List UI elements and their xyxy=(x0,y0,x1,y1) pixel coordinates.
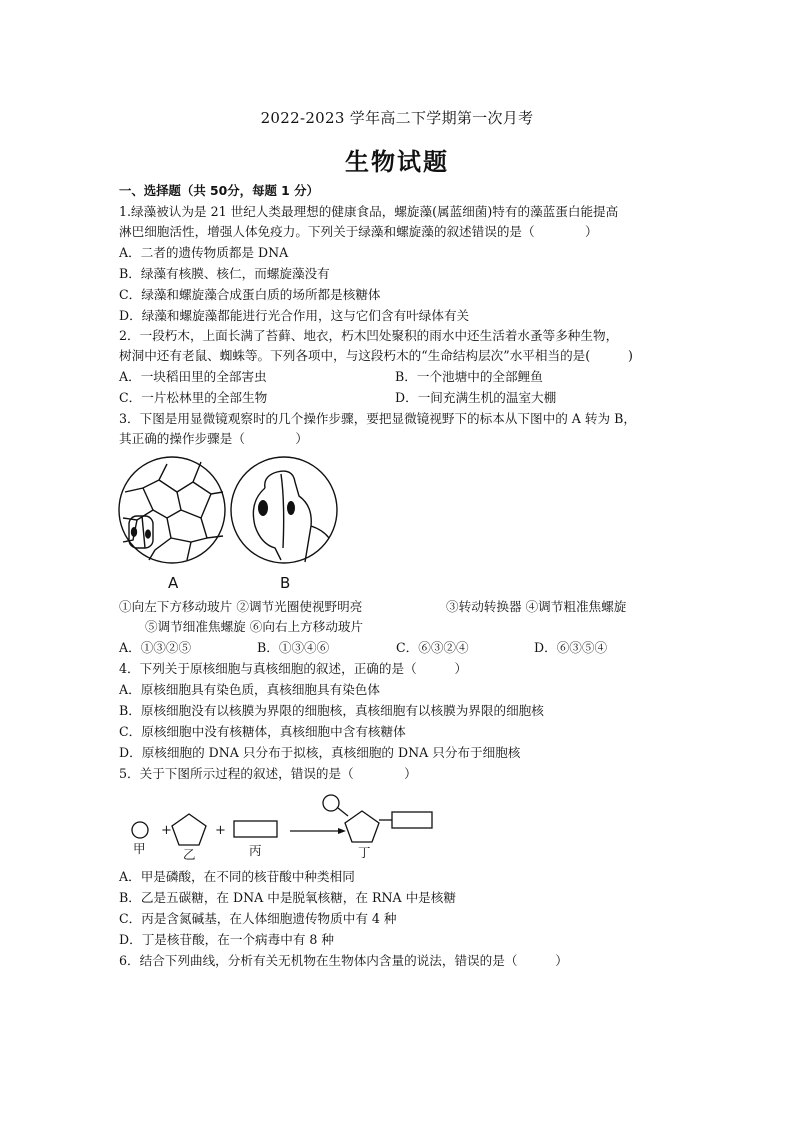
q2-option-a: A．一块稻田里的全部害虫 xyxy=(119,369,267,384)
q2-option-c: C．一片松林里的全部生物 xyxy=(119,390,268,405)
q3-steps-line1a: ①向左下方移动玻片 ②调节光圈使视野明亮 xyxy=(119,599,363,614)
phosphate-shape xyxy=(132,822,148,838)
q3-option-b: B．①③④⑥ xyxy=(257,640,330,655)
q3-option-d: D．⑥③⑤④ xyxy=(534,640,608,655)
q5-stem: 5．关于下图所示过程的叙述，错误的是（ ） xyxy=(119,766,417,781)
label-ding: 丁 xyxy=(358,845,371,860)
q1-option-a: A．二者的遗传物质都是 DNA xyxy=(119,245,289,260)
fig-label-b: B xyxy=(280,574,291,592)
q1-stem-line2: 淋巴细胞活性，增强人体免疫力。下列关于绿藻和螺旋藻的叙述错误的是（ ） xyxy=(119,224,598,239)
section-heading: 一、选择题（共 50分，每题 1 分） xyxy=(119,183,319,198)
exam-subtitle: 2022-2023 学年高二下学期第一次月考 xyxy=(260,109,534,127)
nucleotide-base xyxy=(392,812,432,828)
plus-sign-2: + xyxy=(215,823,226,838)
q3-stem-line2: 其正确的操作步骤是（ ） xyxy=(119,431,308,446)
q3-stem-line1: 3．下图是用显微镜观察时的几个操作步骤，要把显微镜视野下的标本从下图中的 A 转为 B， xyxy=(119,411,636,426)
nucleotide-figure xyxy=(120,791,450,863)
label-yi: 乙 xyxy=(183,847,196,862)
nucleotide-pentose xyxy=(345,811,379,842)
q2-stem-line2: 树洞中还有老鼠、蜘蛛等。下列各项中，与这段朽木的“生命结构层次”水平相当的是( ) xyxy=(119,348,633,363)
q5-option-c: C．丙是含氮碱基，在人体细胞遗传物质中有 4 种 xyxy=(119,911,397,926)
q3-steps-line2: ⑤调节细准焦螺旋 ⑥向右上方移动玻片 xyxy=(145,619,364,634)
q2-option-d: D．一间充满生机的温室大棚 xyxy=(395,390,557,405)
q4-option-c: C．原核细胞中没有核糖体，真核细胞中含有核糖体 xyxy=(119,724,406,739)
q4-option-d: D．原核细胞的 DNA 只分布于拟核，真核细胞的 DNA 只分布于细胞核 xyxy=(119,745,521,760)
q1-stem-line1: 1.绿藻被认为是 21 世纪人类最理想的健康食品，螺旋藻(属蓝细菌)特有的藻蓝蛋白能提高 xyxy=(119,204,619,219)
exam-title: 生物试题 xyxy=(345,148,449,176)
pentose-shape xyxy=(172,814,206,845)
q3-steps-line1b: ③转动转换器 ④调节粗准焦螺旋 xyxy=(446,599,627,614)
label-bing: 丙 xyxy=(249,843,262,858)
q1-option-b: B．绿藻有核膜、核仁，而螺旋藻没有 xyxy=(119,266,330,281)
q1-option-d: D．绿藻和螺旋藻都能进行光合作用，这与它们含有叶绿体有关 xyxy=(119,308,470,323)
q5-option-a: A．甲是磷酸，在不同的核苷酸中种类相同 xyxy=(119,869,355,884)
q4-option-b: B．原核细胞没有以核膜为界限的细胞核，真核细胞有以核膜为界限的细胞核 xyxy=(119,703,544,718)
q1-option-c: C．绿藻和螺旋藻合成蛋白质的场所都是核糖体 xyxy=(119,287,381,302)
field-a xyxy=(119,457,225,563)
q5-option-d: D．丁是核苷酸，在一个病毒中有 8 种 xyxy=(119,932,335,947)
microscope-field-figure xyxy=(115,452,345,602)
plus-sign-1: + xyxy=(161,823,172,838)
fig-label-a: A xyxy=(168,574,179,592)
q5-option-b: B．乙是五碳糖，在 DNA 中是脱氧核糖，在 RNA 中是核糖 xyxy=(119,890,456,905)
q2-option-b: B．一个池塘中的全部鲤鱼 xyxy=(395,369,543,384)
field-b xyxy=(231,457,337,563)
q3-option-a: A．①③②⑤ xyxy=(119,640,192,655)
q4-stem: 4．下列关于原核细胞与真核细胞的叙述，正确的是（ ） xyxy=(119,661,468,676)
label-jia: 甲 xyxy=(133,841,146,856)
q6-stem: 6．结合下列曲线，分析有关无机物在生物体内含量的说法，错误的是（ ） xyxy=(119,953,568,968)
base-shape xyxy=(234,821,277,837)
q3-option-c: C．⑥③②④ xyxy=(396,640,469,655)
q2-stem-line1: 2．一段朽木，上面长满了苔藓、地衣，朽木凹处聚积的雨水中还生活着水蚤等多种生物， xyxy=(119,328,619,343)
nucleotide-phosphate xyxy=(323,795,339,811)
q4-option-a: A．原核细胞具有染色质，真核细胞具有染色体 xyxy=(119,682,380,697)
